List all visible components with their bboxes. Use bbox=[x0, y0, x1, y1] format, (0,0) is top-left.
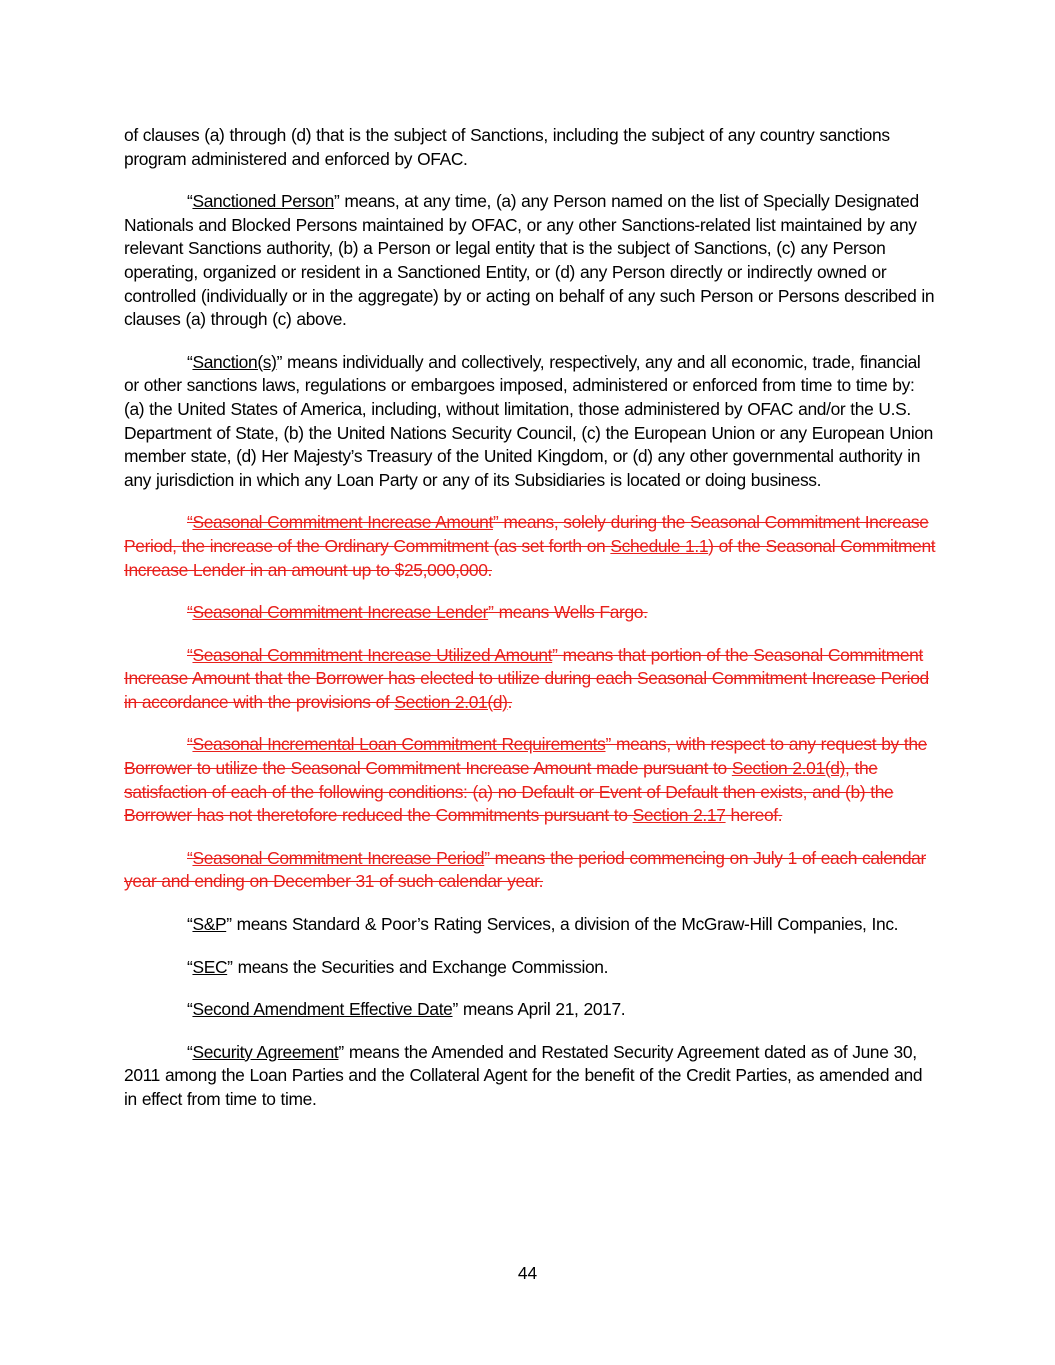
text-run: “ bbox=[187, 602, 193, 623]
defined-term: Sanctioned Person bbox=[192, 191, 334, 212]
definition-sanctions bbox=[124, 351, 936, 493]
definition-paragraph bbox=[124, 124, 936, 171]
text-run: ” means, with respect to any request by the Borrower to utilize the Seasonal Commitment Increase Amount made pursuant to bbox=[124, 734, 927, 779]
definition-second-amendment-effective-date bbox=[124, 998, 936, 1022]
cross-reference: Section 2.17 bbox=[632, 805, 726, 826]
text-run: ” means the period commencing on July 1 of each calendar year and ending on December 31 of such calendar year. bbox=[124, 847, 926, 892]
defined-term: Sanction(s) bbox=[192, 351, 277, 372]
defined-term: Security Agreement bbox=[192, 1041, 339, 1062]
page-number: 44 bbox=[517, 1263, 538, 1283]
text-run: “ bbox=[187, 999, 193, 1020]
deleted-definition-seasonal-commitment-increase-utilized-amount bbox=[124, 644, 936, 715]
text-run: of clauses (a) through (d) that is the subject of Sanctions, including the subject of any country sanctions program administered and enforced by OFAC. bbox=[124, 125, 890, 169]
text-run: ” means, solely during the Seasonal Commitment Increase Period, the increase of the Ordinary Commitment (as set forth on bbox=[124, 512, 929, 556]
defined-term: Seasonal Commitment Increase Amount bbox=[192, 512, 493, 533]
text-run: “ bbox=[187, 734, 193, 755]
text-run: “ bbox=[187, 351, 193, 372]
defined-term: Seasonal Commitment Increase Period bbox=[192, 847, 485, 868]
text-run: “ bbox=[187, 191, 193, 212]
defined-term: S&P bbox=[192, 914, 227, 935]
definition-sec bbox=[124, 956, 936, 980]
text-run: ” means Wells Fargo. bbox=[488, 602, 648, 623]
text-run: ” means that portion of the Seasonal Commitment Increase Amount that the Borrower has elected to utilize during each Seasonal Commitment Increase Period in accordance with the provisions of bbox=[124, 644, 929, 712]
text-run: hereof. bbox=[725, 805, 783, 826]
text-run: ” means the Amended and Restated Security Agreement dated as of June 30, 2011 among the Loan Parties and the Collateral Agent for the benefit of the Credit Parties, as amended and in effect from time to time. bbox=[124, 1041, 923, 1109]
definition-sanctioned-person bbox=[124, 190, 936, 332]
deleted-definition-seasonal-incremental-loan-commitment-requirements bbox=[124, 733, 936, 827]
text-run: ” means individually and collectively, respectively, any and all economic, trade, financial or other sanctions laws, regulations or embargoes imposed, administered or enforced from time to time by: (a) the United States of America, including, without limitation, those administered by OFAC and/or the U.S. Department of State, (b) the United Nations Security Council, (c) the European Union or any European Union member state, (d) Her Majesty’s Treasury of the United Kingdom, or (d) any other governmental authority in any jurisdiction in which any Loan Party or any of its Subsidiaries is located or doing business. bbox=[124, 351, 933, 490]
text-run: “ bbox=[187, 644, 193, 665]
text-run: “ bbox=[187, 512, 193, 533]
defined-term: SEC bbox=[192, 956, 228, 977]
text-run: , the satisfaction of each of the following conditions: (a) no Default or Event of Default then exists, and (b) the Borrower has not theretofore reduced the Commitments pursuant to bbox=[124, 758, 894, 826]
deleted-definition-seasonal-commitment-increase-period bbox=[124, 847, 936, 894]
definition-s-and-p bbox=[124, 913, 936, 937]
text-run: ) of the Seasonal Commitment Increase Lender in an amount up to $25,000,000. bbox=[124, 535, 936, 580]
deleted-definition-seasonal-commitment-increase-amount bbox=[124, 511, 936, 582]
defined-term: Seasonal Commitment Increase Lender bbox=[192, 602, 489, 623]
text-run: ” means Standard & Poor’s Rating Services, a division of the McGraw-Hill Companies, Inc. bbox=[226, 914, 899, 935]
defined-term: Seasonal Commitment Increase Utilized Amount bbox=[192, 644, 553, 665]
text-run: . bbox=[507, 691, 513, 712]
text-run: ” means the Securities and Exchange Commission. bbox=[227, 956, 609, 977]
cross-reference: Section 2.01(d) bbox=[394, 691, 508, 712]
deleted-definition-seasonal-commitment-increase-lender bbox=[124, 601, 936, 625]
text-run: “ bbox=[187, 956, 193, 977]
definition-security-agreement bbox=[124, 1041, 936, 1112]
cross-reference: Section 2.01(d) bbox=[731, 758, 846, 779]
document-body bbox=[124, 124, 936, 1131]
text-run: “ bbox=[187, 1041, 193, 1062]
text-run: “ bbox=[187, 847, 193, 868]
defined-term: Second Amendment Effective Date bbox=[192, 999, 453, 1020]
text-run: “ bbox=[187, 914, 193, 935]
text-run: ” means April 21, 2017. bbox=[452, 999, 626, 1020]
text-run: ” means, at any time, (a) any Person named on the list of Specially Designated Nationals and Blocked Persons maintained by OFAC, or any other Sanctions-related list maintained by any relevant Sanctions authority, (b) a Person or legal entity that is the subject of Sanctions, (c) any Person operating, organized or resident in a Sanctioned Entity, or (d) any Person directly or indirectly owned or controlled (individually or in the aggregate) by or acting on behalf of any such Person or Persons described in clauses (a) through (c) above. bbox=[124, 191, 935, 330]
defined-term: Seasonal Incremental Loan Commitment Requirements bbox=[192, 734, 606, 755]
cross-reference: Schedule 1.1 bbox=[610, 535, 709, 556]
